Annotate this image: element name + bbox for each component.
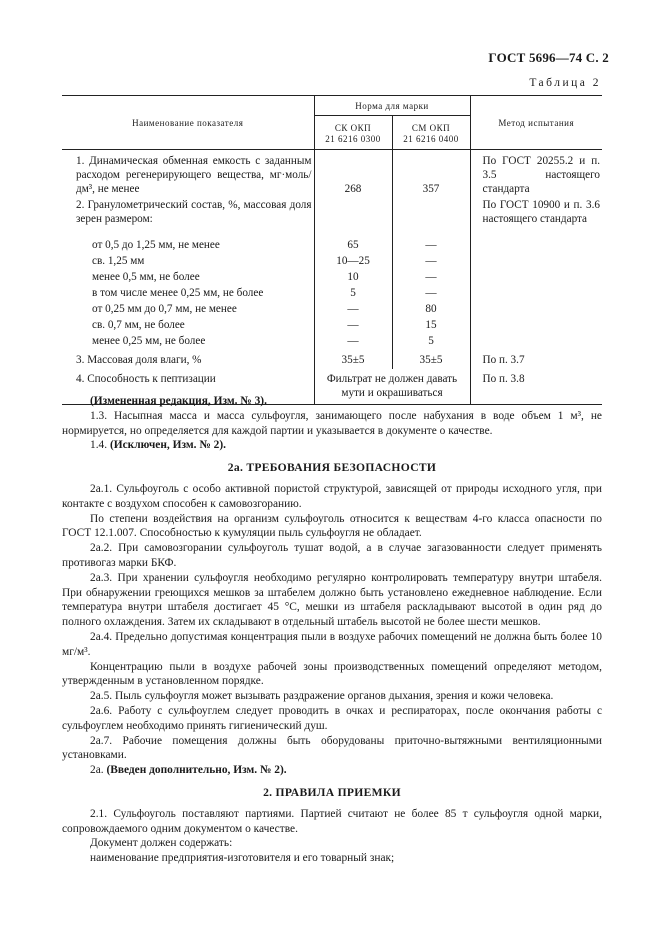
grade-sm-label: СМ ОКП [411,123,451,133]
row-sm: — [392,237,470,253]
row-name: менее 0,25 мм, не более [62,333,314,349]
row-name: 1. Динамическая обменная емкость с заданным расходом регенерирующего вещества, мг·моль/дм³, не менее [62,150,314,198]
header-method: Метод испытания [470,96,602,150]
table-row [62,237,602,253]
para-2-1b: Документ должен содержать: [90,837,233,850]
row-sm: — [392,269,470,285]
header-grade-sk [314,116,392,150]
row-name: 3. Массовая доля влаги, % [62,349,314,369]
row-method: По ГОСТ 20255.2 и п. 3.5 настоящего стандарта [482,155,600,195]
para-2a-note: 2а. (Введен дополнительно, Изм. № 2). [90,764,287,777]
row-sk: — [314,301,392,317]
para-2a-2: 2а.2. При самовозгорании сульфоуголь тушат водой, а в случае загазованности следует применять противогаз марки БКФ. [62,542,602,569]
grade-sk-label: СК ОКП [334,123,372,133]
edition-note: (Измененная редакция, Изм. № 3). [90,395,267,407]
row-name: от 0,25 мм до 0,7 мм, не менее [62,301,314,317]
row-sk: 35±5 [314,349,392,369]
row-method [470,269,602,285]
para-2a-4b: Концентрацию пыли в воздухе рабочей зоны производственных помещений определяют методом, утвержденным в установленном порядке. [62,660,602,688]
para-2a-7: 2а.7. Рабочие помещения должны быть оборудованы приточно-вытяжными вентиляционными установками. [62,734,602,762]
row-sk [314,197,392,237]
row-method: По ГОСТ 10900 и п. 3.6 настоящего стандарта [482,199,600,225]
table-row [62,197,602,237]
row-name: в том числе менее 0,25 мм, не более [62,285,314,301]
row-sm: 35±5 [392,349,470,369]
para-2-1: 2.1. Сульфоуголь поставляют партиями. Партией считают не более 85 т сульфоугля одной марки, сопровождаемого одним документом о качестве. [62,807,602,835]
row-method [470,285,602,301]
row-sm: — [392,285,470,301]
row-merged: Фильтрат не должен давать мути и окрашиваться [314,369,470,405]
header-norm: Норма для марки [314,96,470,116]
para-2-1c: наименование предприятия-изготовителя и его товарный знак; [90,852,395,865]
row-sk: 65 [314,237,392,253]
table-row [62,333,602,349]
table-row [62,301,602,317]
row-method [470,333,602,349]
row-sm: — [392,253,470,269]
table-label: Таблица 2 [529,77,601,89]
row-name: от 0,5 до 1,25 мм, не менее [62,237,314,253]
para-2a-1b: По степени воздействия на организм сульфоуголь относится к веществам 4-го класса опасности по ГОСТ 12.1.007. Способностью к кумуляции пыль сульфоугля не обладает. [62,512,602,540]
row-name: св. 0,7 мм, не более [62,317,314,333]
para-2a-3: 2а.3. При хранении сульфоугля необходимо регулярно контролировать температуру внутри штабеля. При обнаружении греющихся мешков за штабелем должно быть установлено ежедневное наблюдение. Если температура внутри штабеля достигает 45 °С, мешки из штабеля раскладывают высотой в один ряд до полного охлаждения. Затем их складывают в отдельный штабель высотой не более шести мешков. [62,571,602,629]
table-row [62,150,602,198]
row-name: 4. Способность к пептизации [62,369,314,405]
specs-table [62,95,602,405]
row-sm [392,197,470,237]
row-name: св. 1,25 мм [62,253,314,269]
row-sk: — [314,333,392,349]
grade-sm-code: 21 6216 0400 [403,134,459,144]
row-sk: 268 [314,150,392,198]
grade-sk-code: 21 6216 0300 [325,134,381,144]
row-name: 2. Гранулометрический состав, %, массовая доля зерен размером: [62,197,314,237]
row-method [470,253,602,269]
row-sm: 5 [392,333,470,349]
table-row [62,317,602,333]
section-heading-2: 2. ПРАВИЛА ПРИЕМКИ [263,785,401,799]
para-2a-5: 2а.5. Пыль сульфоугля может вызывать раздражение органов дыхания, зрения и кожи человека. [90,690,554,703]
table-row [62,285,602,301]
table-row [62,269,602,285]
row-name: менее 0,5 мм, не более [62,269,314,285]
row-sk: 5 [314,285,392,301]
row-sm: 357 [392,150,470,198]
header-grade-sm [392,116,470,150]
page-header: ГОСТ 5696—74 С. 2 [488,50,609,65]
para-1-3: 1.3. Насыпная масса и масса сульфоугля, занимающего после набухания в воде объем 1 м³, не нормируется, но определяется для каждой партии и указывается в документе о качестве. [62,409,602,437]
row-method [470,317,602,333]
section-heading-2a: 2а. ТРЕБОВАНИЯ БЕЗОПАСНОСТИ [227,461,437,475]
row-method: По п. 3.7 [482,354,525,366]
para-2a-1: 2а.1. Сульфоуголь с особо активной пористой структурой, зависящей от природы исходного угля, при контакте с воздухом способен к самовозгоранию. [62,482,602,510]
para-2a-4: 2а.4. Предельно допустимая концентрация пыли в воздухе рабочих помещений не должна быть более 10 мг/м³. [62,630,602,658]
para-2a-6: 2а.6. Работу с сульфоуглем следует проводить в очках и респираторах, после окончания работы с сульфоуглем необходимо принять гигиенический душ. [62,704,602,732]
row-sm: 80 [392,301,470,317]
header-name: Наименование показателя [62,96,314,150]
table-row [62,349,602,369]
body-text [62,394,602,866]
row-sk: 10—25 [314,253,392,269]
row-method [470,237,602,253]
row-method [470,301,602,317]
table-row [62,253,602,269]
row-sk: 10 [314,269,392,285]
row-method: По п. 3.8 [470,369,602,405]
row-sk: — [314,317,392,333]
row-sm: 15 [392,317,470,333]
para-1-4: 1.4. (Исключен, Изм. № 2). [90,439,226,452]
